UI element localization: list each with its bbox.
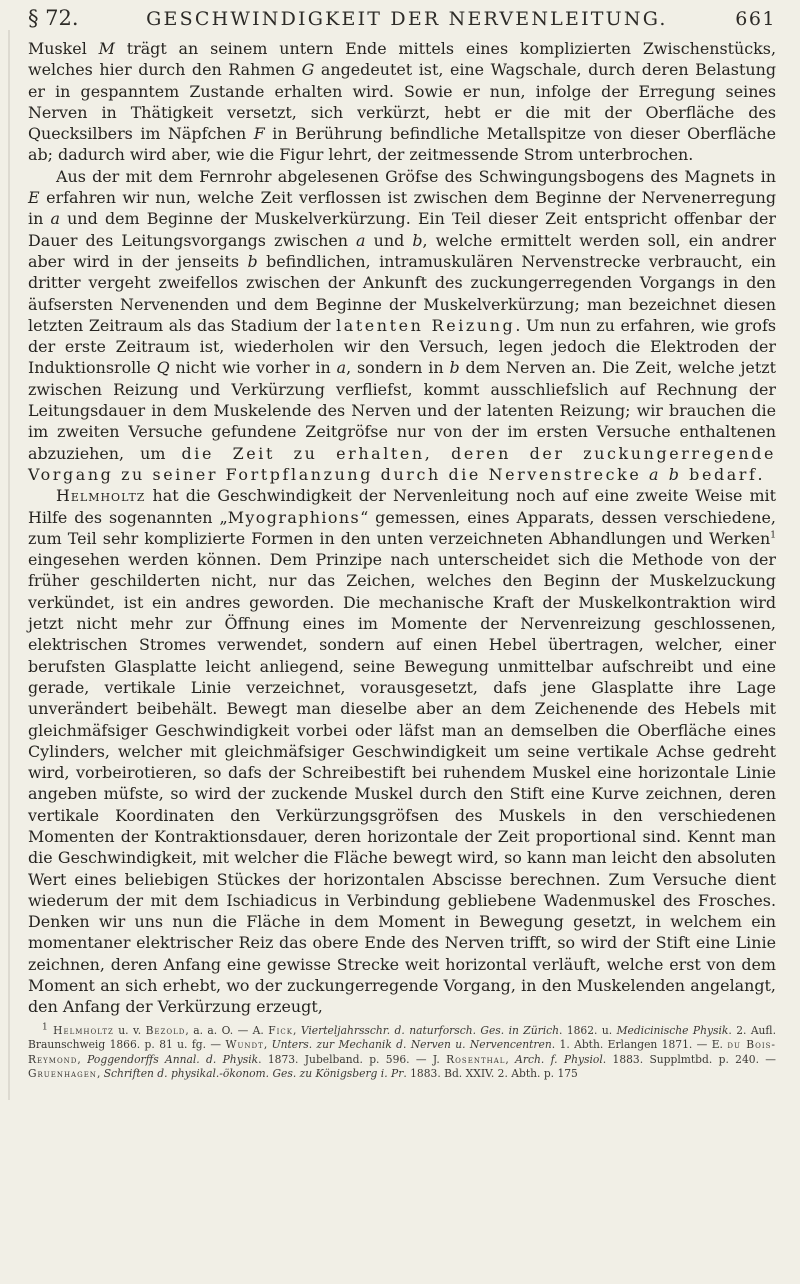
author-name: Gruenhagen [28, 1067, 97, 1081]
text-run: u. v. [113, 1023, 146, 1037]
text-run: . 1883. Supplmtbd. p. 240. — [602, 1052, 776, 1066]
footnote-marker: 1 [770, 530, 776, 541]
text-run: nicht wie vorher in [169, 358, 337, 378]
text-run: trägt an seinem untern Ende mittels eines komplizierten Zwischenstücks, welches hier durch den Rahmen [28, 39, 776, 80]
paragraph [28, 485, 776, 1017]
italic-symbol: F [253, 124, 265, 144]
italic-symbol: b [412, 230, 423, 250]
text-run: eingesehen werden können. Dem Prinzipe nach unterscheidet sich die Methode von der früher geschilderten nicht, nur das Zeichen, welches den Beginn der Muskelzuckung verkündet, ist ein andres geworden. Die mechanische Kraft der Muskelkontraktion wird jetzt nicht mehr zur Öffnung eines im Momente der Nervenreizung geschlossenen, elektrischen Stromes verwendet, sondern auf einen Hebel übertragen, welcher, einer berufsten Glasplatte leicht anliegend, seine Bewegung unmittelbar aufschreibt und eine gerade, vertikale Linie verzeichnet, vorausgesetzt, dafs jene Glasplatte ihre Lage unverändert beibehält. Bewegt man dieselbe aber an dem Zeichenende des Hebels mit gleichmäfsiger Geschwindigkeit vorbei oder läfst man an demselben die Oberfläche eines Cylinders, welcher mit gleichmäfsiger Geschwindigkeit um seine vertikale Achse gedreht wird, vorbeirotieren, so dafs der Schreibestift bei ruhendem Muskel eine horizontale Linie angeben müfste, so wird der zuckende Muskel durch den Stift eine Kurve zeichnen, deren vertikale Koordinaten den Verkürzungsgröfsen des Muskels in den verschiedenen Momenten der Kontraktionsdauer, deren horizontale der Zeit proportional sind. Kennt man die Geschwindigkeit, mit welcher die Fläche bewegt wird, so kann man leicht den absoluten Wert eines beliebigen Stückes der horizontalen Abscisse berechnen. Zum Versuche dient wiederum der mit dem Ischiadicus in Verbindung gebliebene Wadenmuskel des Frosches. Denken wir uns nun die Fläche in dem Moment in Bewegung gesetzt, in welchem ein momentaner elektrischer Reiz das obere Ende des Nerven trifft, so wird der Stift eine Linie zeichnen, deren Anfang eine gewisse Strecke weit horizontal verläuft, welche erst von dem Moment an sich erhebt, wo der zuckungerregende Vorgang, in den Muskelenden angelangt, den Anfang der Verkürzung erzeugt, [28, 550, 776, 1017]
text-run: angedeutet ist, eine Wagschale, durch deren Belastung er in gespanntem Zustande erhalten wird. Sowie er nun, infolge der Erregung seines Nerven in Thätigkeit versetzt, sich verkürzt, hebt er die mit der Oberfläche des Quecksilbers im Näpfchen [28, 60, 776, 144]
emphasis-spaced: die Zeit zu erhalten, deren der zuckungerregende Vorgang zu seiner Fortpflanzung durch die Nervenstrecke [28, 443, 776, 484]
text-run: erfahren wir nun, welche Zeit verflossen ist zwischen dem Beginne der Nervenerregung in [28, 188, 776, 229]
spaced-term: Myographions [227, 507, 361, 527]
author-name: Fick [268, 1023, 294, 1037]
text-run: . [757, 464, 763, 484]
section-number: § 72. [28, 6, 79, 30]
text-run: befindlichen, intramuskulären Nervenstrecke verbraucht, ein dritter vergeht zweifellos zwischen der Ankunft des zuckungerregenden Vorgangs in den äufsersten Nervenenden und dem Beginne der Muskelverkürzung; man bezeichnet diesen letzten Zeitraum als das Stadium der [28, 251, 777, 335]
italic-symbol: Vierteljahrsschr. d. naturforsch. Ges. in Zürich [300, 1023, 560, 1037]
text-run: hat die Geschwindigkeit der Nervenleitung noch auf eine zweite Weise mit Hilfe des sogenannten „ [28, 486, 776, 527]
page-number: 661 [735, 8, 776, 30]
italic-symbol: Medicinische Physik [616, 1023, 729, 1037]
text-run: . 1873. Jubelband. p. 596. — J. [258, 1052, 447, 1066]
text-run: Muskel [28, 39, 99, 58]
italic-symbol: Unters. zur Mechanik d. Nerven u. Nervencentren [271, 1038, 552, 1052]
text-run: und [365, 230, 413, 250]
italic-symbol: a [50, 209, 60, 229]
author-name: Wundt [225, 1038, 264, 1052]
paragraph [28, 38, 776, 166]
text-run: . 1. Abth. Erlangen 1871. — E. [551, 1038, 728, 1052]
italic-symbol: a [356, 230, 366, 250]
text-run: . Um nun zu erfahren, wie grofs der erste Zeitraum ist, wiederholen wir den Versuch, legen jedoch die Elektroden der Induktionsrolle [28, 315, 776, 378]
paragraph [28, 166, 776, 485]
italic-symbol: E [28, 188, 40, 208]
author-name: Rosenthal [446, 1052, 506, 1066]
text-run: , sondern in [346, 358, 450, 378]
emphasis-spaced: bedarf [681, 464, 758, 484]
text-run: , [293, 1023, 301, 1037]
text-run: dem Nerven an. Die Zeit, welche jetzt zwischen Reizung und Verkürzung verfliefst, kommt ausschliefslich auf Rechnung der Leitungsdauer in dem Muskelende des Nerven und der latenten Reizung; wir brauchen die im zweiten Versuche gefundene Zeitgröfse nur von der im ersten Versuche enthaltenen abzuziehen, um [28, 358, 776, 463]
author-name: du Bois-Reymond [28, 1038, 776, 1066]
text-run: , welche ermittelt werden soll, ein andrer aber wird in der jenseits [28, 230, 776, 271]
author-name: Helmholtz [56, 486, 146, 506]
running-title: GESCHWINDIGKEIT DER NERVENLEITUNG. [146, 8, 668, 30]
italic-symbol: a [336, 358, 347, 378]
emphasis-spaced-italic: a b [649, 464, 682, 484]
footnotes [28, 1024, 776, 1082]
italic-symbol: G [301, 60, 315, 80]
author-name: Helmholtz [47, 1023, 114, 1037]
italic-symbol: Q [156, 358, 170, 378]
italic-symbol: Poggendorffs Annal. d. Physik [87, 1052, 259, 1066]
italic-symbol: Schriften d. physikal.-ökonom. Ges. zu Königsberg i. Pr [103, 1067, 404, 1081]
italic-symbol: b [449, 358, 460, 378]
body-text [28, 38, 776, 1018]
text-run: , [263, 1038, 272, 1052]
page-edge-shadow [8, 30, 10, 1100]
text-run: und dem Beginne der Muskelverkürzung. Ein Teil dieser Zeit entspricht offenbar der Dauer des Leitungsvorgangs zwischen [28, 209, 777, 250]
text-run: in Berührung befindliche Metallspitze von dieser Oberfläche ab; dadurch wird aber, wie die Figur lehrt, der zeitmessende Strom unterbrochen. [28, 124, 776, 165]
text-run: , [77, 1052, 88, 1066]
text-run: . 1883. Bd. XXIV. 2. Abth. p. 175 [403, 1067, 578, 1081]
italic-symbol: b [247, 251, 258, 271]
text-run: . 2. Aufl. Braunschweig 1866. p. 81 u. fg. — [28, 1023, 776, 1052]
footnote-marker: 1 [42, 1022, 48, 1033]
text-run: , [505, 1052, 516, 1066]
text-run: . 1862. u. [559, 1023, 617, 1037]
author-name: Bezold [145, 1023, 186, 1037]
italic-symbol: M [98, 39, 115, 58]
italic-symbol: Arch. f. Physiol [515, 1052, 603, 1066]
text-run: , a. a. O. — A. [185, 1023, 269, 1037]
text-run: , [96, 1067, 104, 1081]
running-header [28, 6, 776, 30]
emphasis-spaced: latenten Reizung [336, 315, 516, 335]
text-run: “ gemessen, eines Apparats, dessen verschiedene, zum Teil sehr komplizierte Formen in den unten verzeichneten Abhandlungen und Werken [28, 507, 776, 548]
text-run: Aus der mit dem Fernrohr abgelesenen Gröfse des Schwingungsbogens des Magnets in [56, 166, 776, 186]
footnote [28, 1024, 776, 1082]
